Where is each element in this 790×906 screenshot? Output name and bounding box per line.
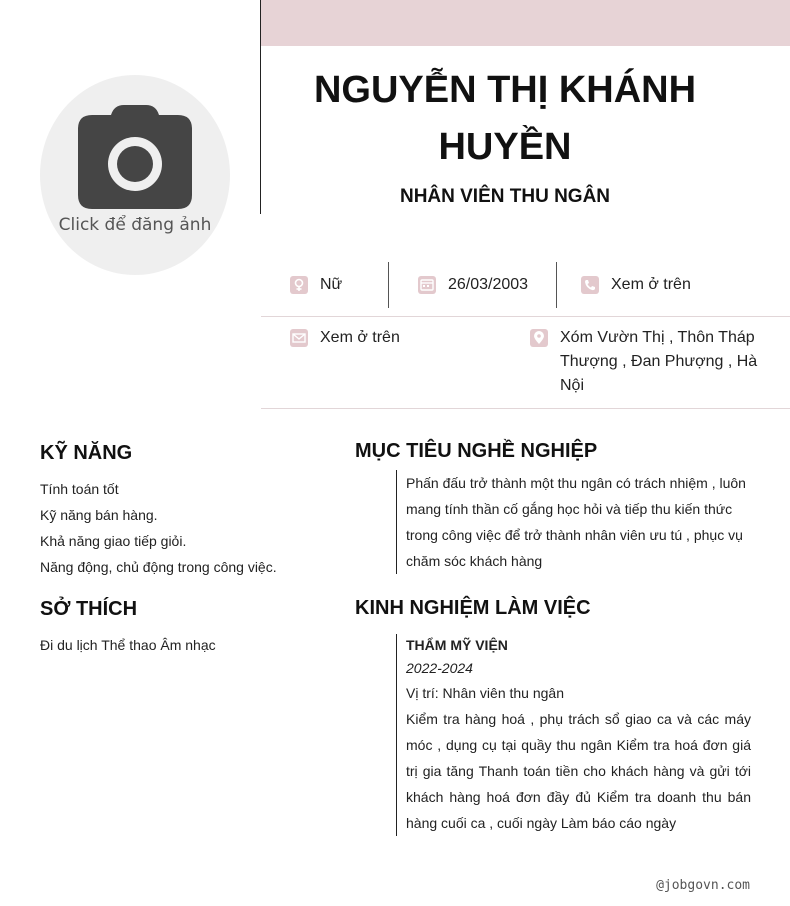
photo-upload-hint: Click để đăng ảnh — [58, 215, 212, 235]
experience-block — [396, 634, 751, 836]
experience-position: Vị trí: Nhân viên thu ngân — [406, 685, 564, 701]
skill-item: Kỹ năng bán hàng. — [40, 507, 158, 523]
experience-time: 2022-2024 — [406, 660, 473, 676]
calendar-icon — [418, 276, 436, 294]
info-row-personal — [261, 262, 790, 308]
job-title: NHÂN VIÊN THU NGÂN — [399, 186, 611, 207]
camera-icon — [78, 105, 192, 209]
skills-title: KỸ NĂNG — [40, 442, 133, 464]
skill-item: Khả năng giao tiếp giỏi. — [40, 533, 187, 549]
hobbies-title: SỞ THÍCH — [40, 598, 138, 620]
phone-value: Xem ở trên — [611, 276, 691, 293]
address-field — [530, 326, 760, 398]
candidate-name: NGUYỄN THỊ KHÁNH HUYỀN — [313, 69, 697, 168]
skill-item: Tính toán tốt — [40, 481, 119, 497]
birthday-field — [418, 262, 528, 308]
location-pin-icon — [530, 329, 548, 347]
hobbies-text: Đi du lịch Thể thao Âm nhạc — [40, 637, 216, 653]
gender-value: Nữ — [320, 276, 343, 293]
footer-watermark: @jobgovn.com — [656, 878, 750, 893]
info-separator — [261, 316, 790, 317]
info-divider — [388, 262, 389, 308]
skills-list — [40, 476, 277, 580]
address-value: Xóm Vườn Thị , Thôn Tháp Thượng , Đan Phượng , Hà Nội — [560, 329, 758, 394]
header-band — [261, 0, 790, 46]
avatar-upload[interactable] — [40, 75, 230, 275]
experience-company: THẨM MỸ VIỆN — [406, 637, 508, 653]
phone-field — [581, 262, 691, 308]
info-separator — [261, 408, 790, 409]
gender-icon — [290, 276, 308, 294]
info-divider — [556, 262, 557, 308]
birthday-value: 26/03/2003 — [448, 276, 529, 293]
email-field — [290, 326, 400, 350]
skill-item: Năng động, chủ động trong công việc. — [40, 559, 277, 575]
experience-description: Kiểm tra hàng hoá , phụ trách sổ giao ca và các máy móc , dụng cụ tại quầy thu ngân Kiểm tra hoá đơn giá trị gia tăng Thanh toán tiền cho khách hàng và gửi tới khách hàng hoá đơn đầy đủ Kiểm tra doanh thu bán hàng cuối ca , cuối ngày Làm báo cáo ngày — [406, 711, 751, 831]
email-value: Xem ở trên — [320, 329, 400, 346]
hobbies-list — [40, 632, 216, 658]
objective-block — [396, 470, 756, 574]
email-icon — [290, 329, 308, 347]
phone-icon — [581, 276, 599, 294]
objective-text: Phấn đấu trở thành một thu ngân có trách nhiệm , luôn mang tính thần cố gắng học hỏi và tiếp thu kiến thức trong công việc để trở thành nhân viên ưu tú , phục vụ chăm sóc khách hàng — [406, 475, 746, 569]
objective-title: MỤC TIÊU NGHỀ NGHIỆP — [355, 440, 598, 462]
gender-field — [290, 262, 342, 308]
experience-title: KINH NGHIỆM LÀM VIỆC — [355, 597, 591, 619]
